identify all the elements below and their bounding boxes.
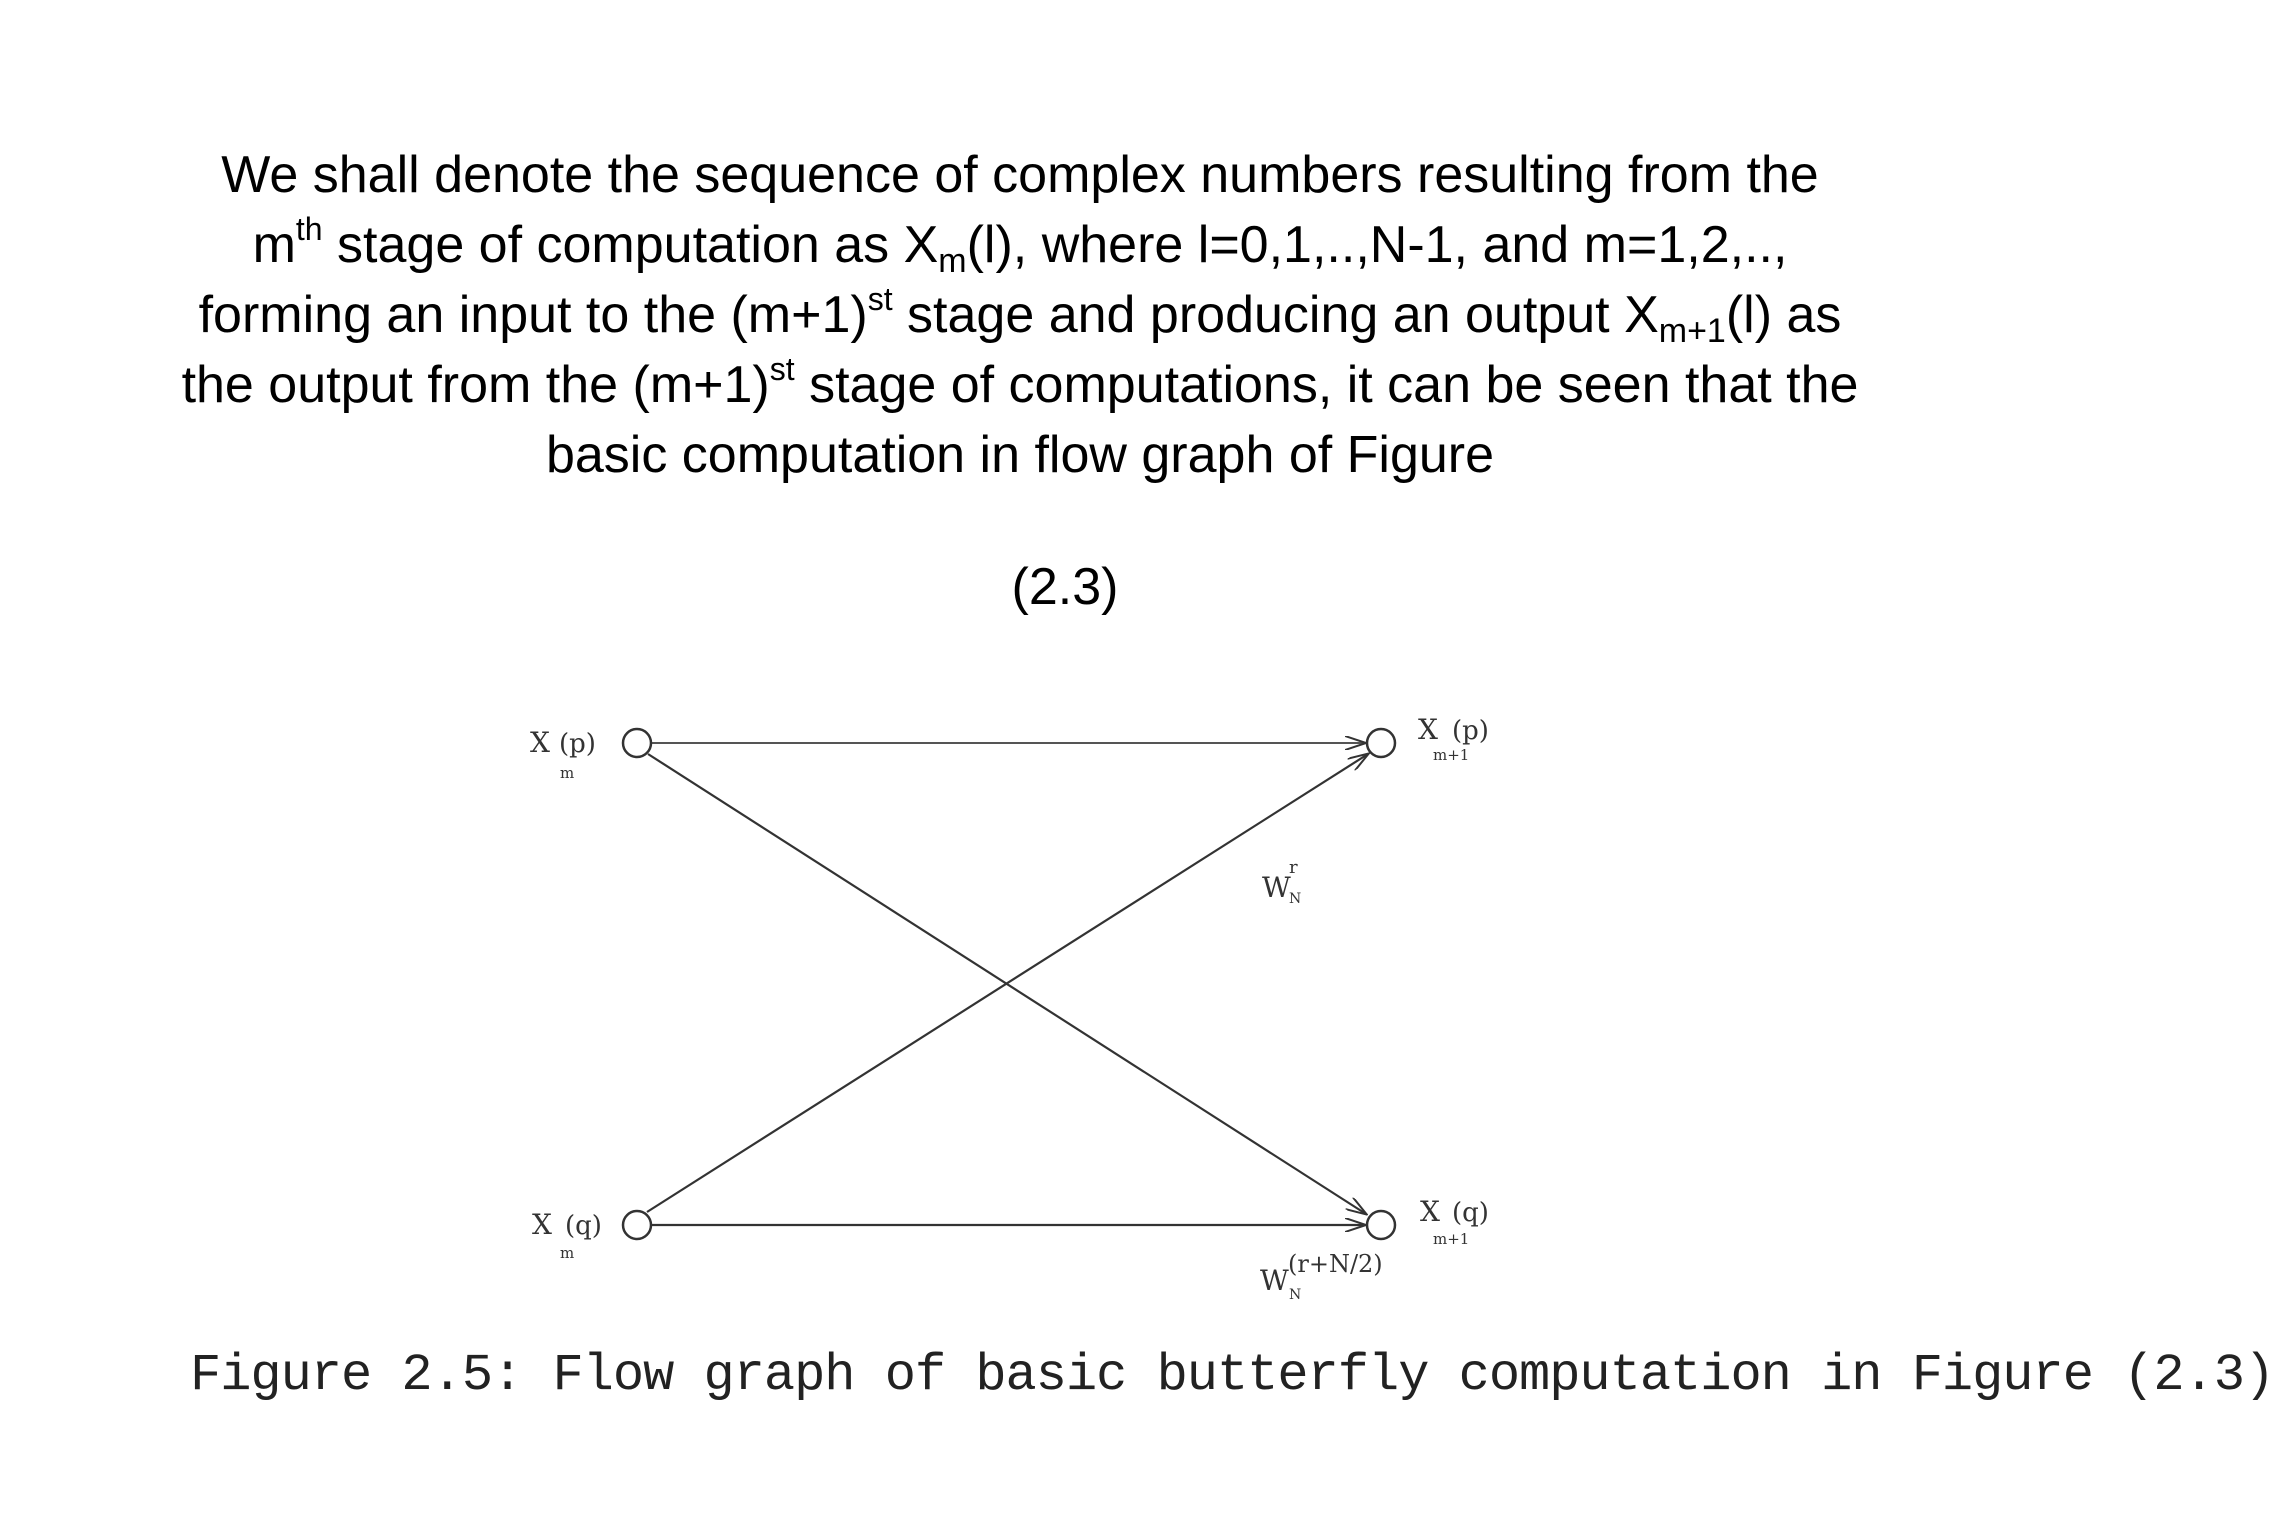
label-main: X xyxy=(532,1208,552,1241)
superscript-th: th xyxy=(295,211,323,247)
superscript-st: st xyxy=(769,351,795,387)
node-input-q xyxy=(623,1211,651,1239)
label-main: X xyxy=(1420,1195,1440,1228)
paragraph-text: stage of computations, it can be seen that the basic computation in flow graph of Figure xyxy=(545,356,1859,484)
weight-sup: (r+N/2) xyxy=(1288,1250,1383,1278)
weight-sup: r xyxy=(1289,857,1298,878)
label-sub: m xyxy=(560,764,575,782)
node-output-p xyxy=(1367,729,1395,757)
weight-sub: N xyxy=(1289,1287,1302,1303)
label-arg: (q) xyxy=(1452,1198,1489,1228)
paragraph-text: We shall denote the sequence of complex numbers resulting from the m xyxy=(221,146,1819,274)
label-arg: (q) xyxy=(565,1211,602,1241)
label-output-q xyxy=(1420,1195,1489,1248)
node-output-q xyxy=(1367,1211,1395,1239)
weight-main: W xyxy=(1262,871,1291,904)
paragraph-text: (l), where l=0,1,..,N-1, and m=1,2,.., forming an input to the (m+1) xyxy=(198,216,1788,344)
weight-label-lower xyxy=(1260,1250,1383,1303)
label-input-p xyxy=(530,726,596,782)
label-arg: (p) xyxy=(559,729,596,759)
weight-label-upper xyxy=(1262,857,1301,907)
node-input-p xyxy=(623,729,651,757)
label-main: X xyxy=(530,726,550,759)
label-input-q xyxy=(532,1208,602,1262)
equation-reference: (2.3) xyxy=(1011,558,1119,616)
figure-caption: Figure 2.5: Flow graph of basic butterfly computation in Figure (2.3) xyxy=(190,1346,2274,1405)
label-sub: m+1 xyxy=(1433,746,1470,764)
superscript-st: st xyxy=(867,281,893,317)
label-sub: m xyxy=(560,1244,575,1262)
subscript-m-plus-1: m+1 xyxy=(1658,312,1726,350)
label-output-p xyxy=(1418,713,1489,764)
paragraph-text: stage of computation as X xyxy=(322,216,939,274)
label-arg: (p) xyxy=(1452,716,1489,746)
subscript-m: m xyxy=(938,242,967,280)
weight-sub: N xyxy=(1289,891,1302,907)
label-main: X xyxy=(1418,713,1438,746)
paragraph-text: (l) as the output from the (m+1) xyxy=(181,286,1842,414)
paragraph-text: stage and producing an output X xyxy=(892,286,1659,344)
label-sub: m+1 xyxy=(1433,1230,1470,1248)
weight-main: W xyxy=(1260,1264,1289,1297)
